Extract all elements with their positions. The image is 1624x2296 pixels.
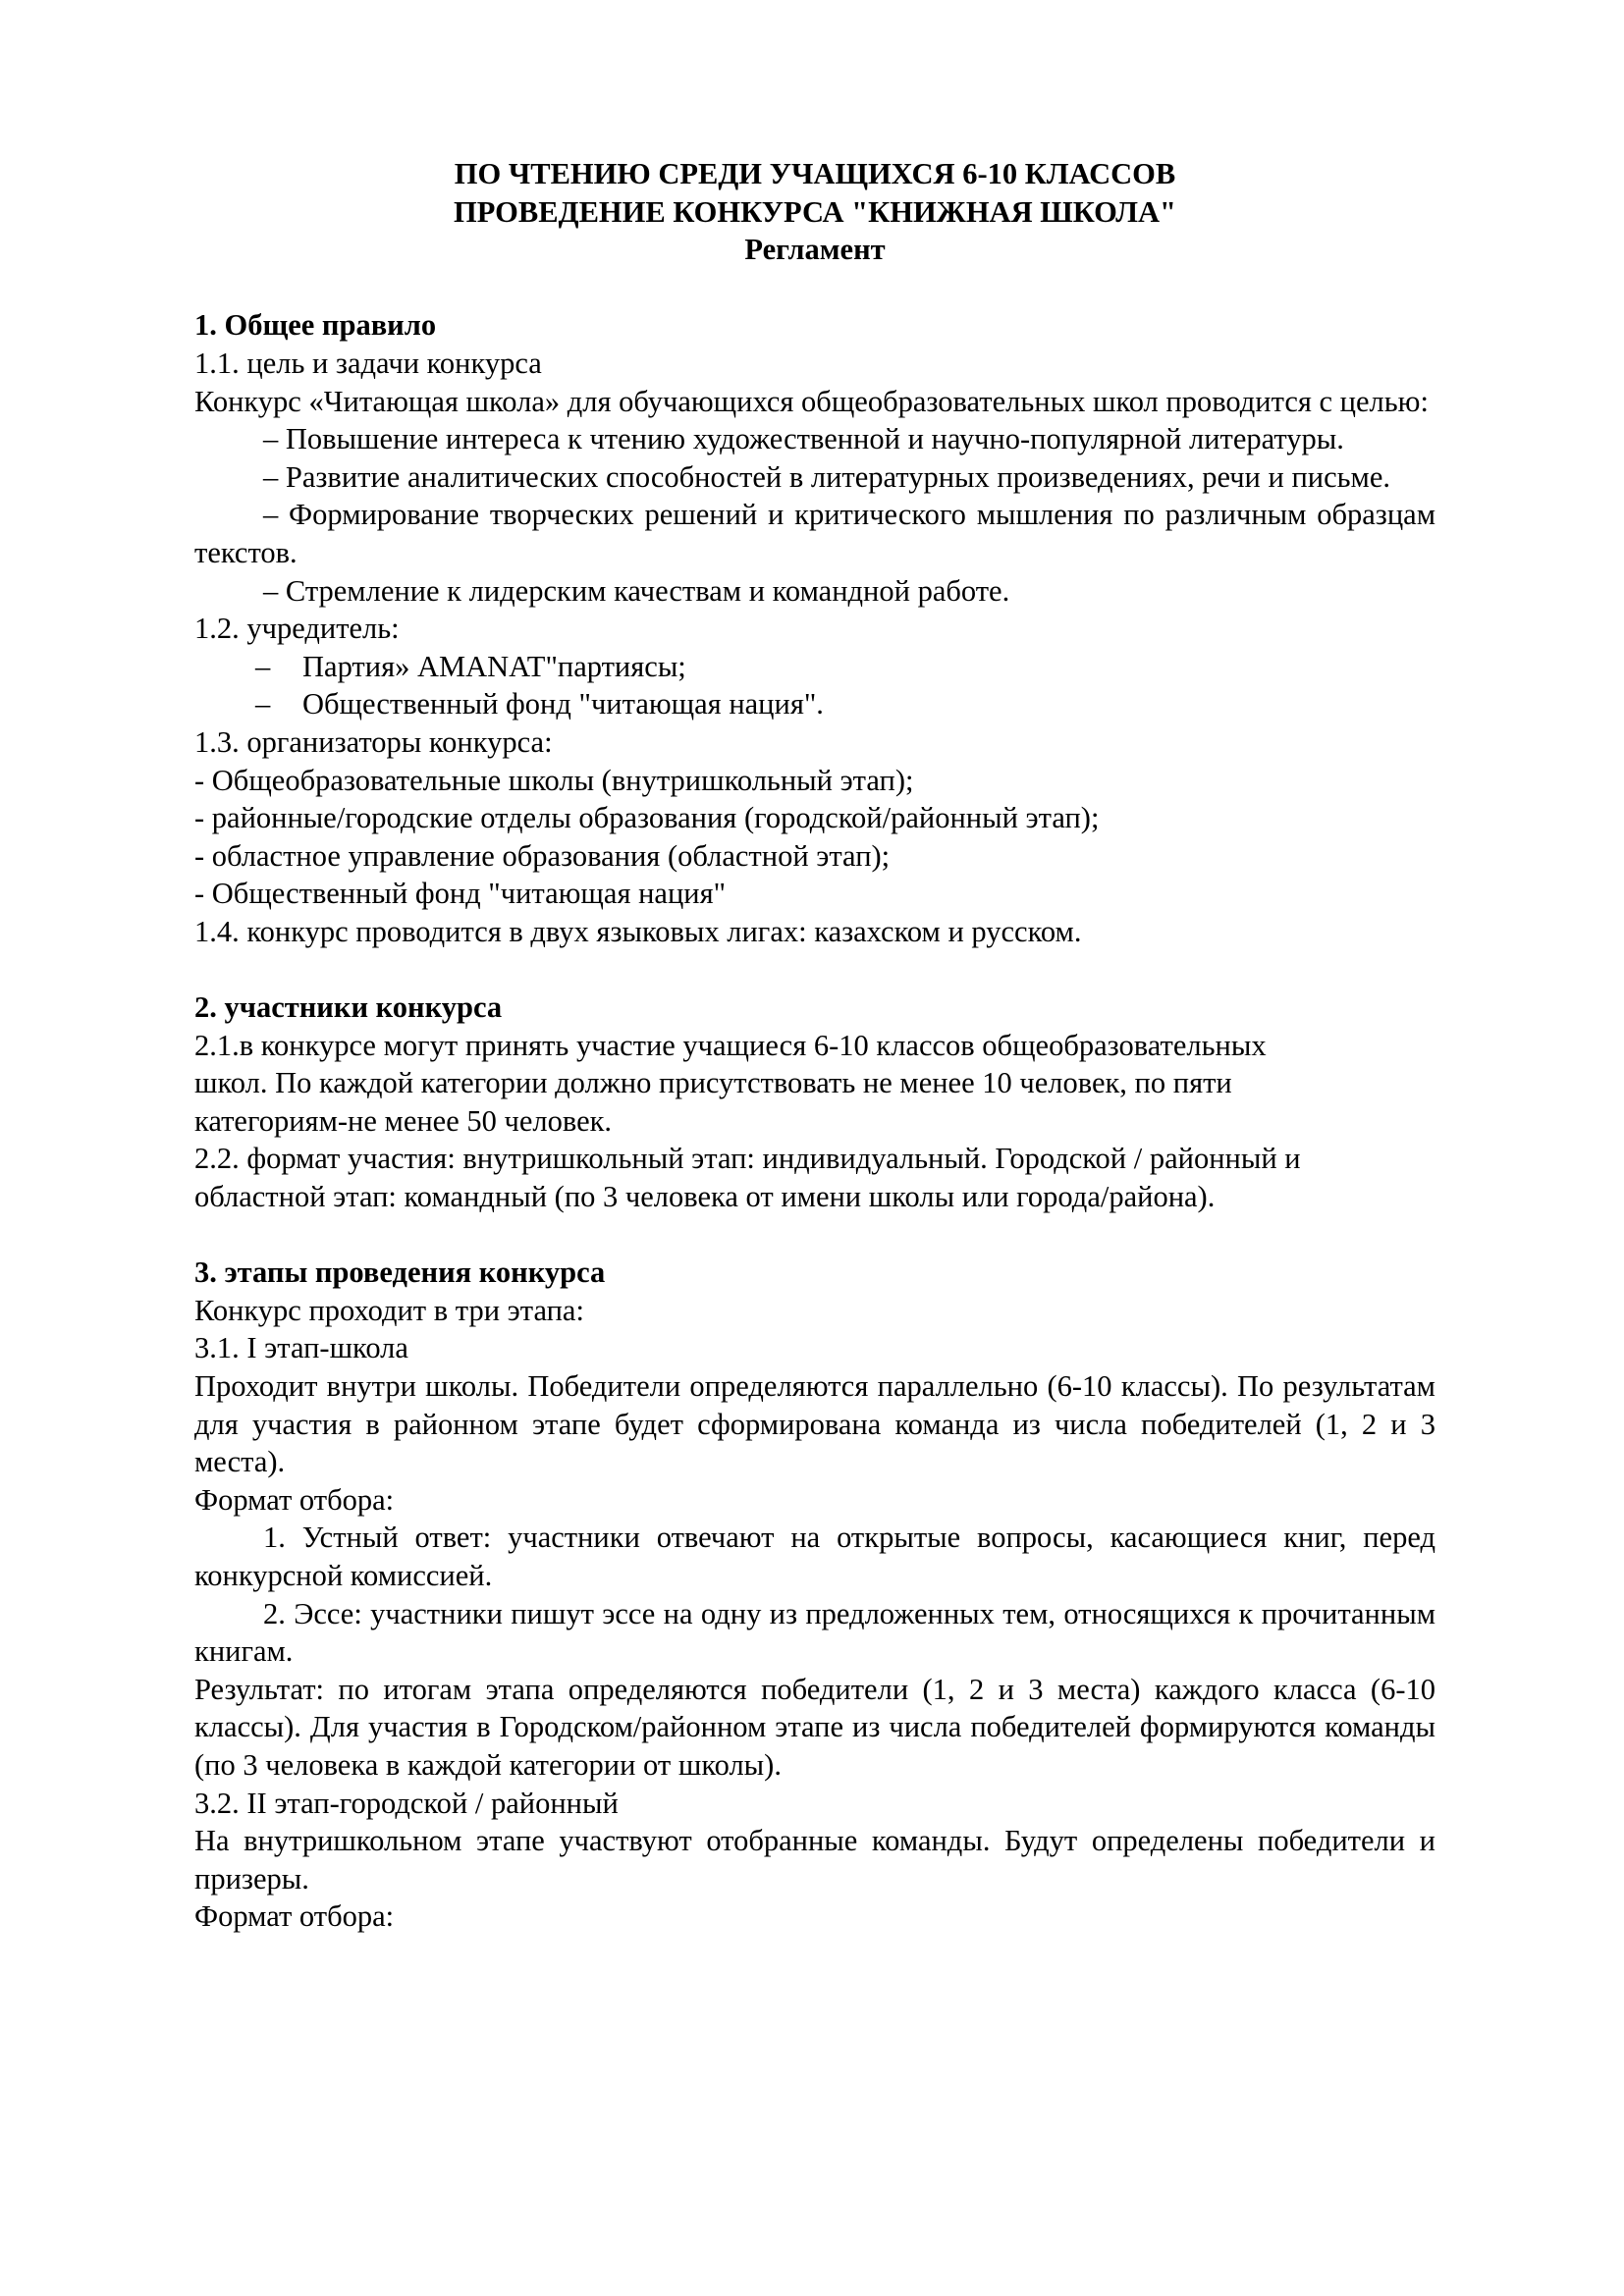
goal-item: – Развитие аналитических способностей в литературных произведениях, речи и письме. — [263, 459, 1391, 494]
founder-text: Общественный фонд "читающая нация". — [302, 687, 824, 721]
subsection-1-1: 1.1. цель и задачи конкурса — [194, 346, 542, 380]
subsection-3-2: 3.2. II этап-городской / районный — [194, 1786, 619, 1820]
paragraph-2-2-line: 2.2. формат участия: внутришкольный этап: индивидуальный. Городской / районный и — [194, 1142, 1301, 1176]
paragraph-2-1-line: школ. По каждой категории должно присутствовать не менее 10 человек, по пяти — [194, 1066, 1232, 1100]
result-paragraph: Результат: по итогам этапа определяются победители (1, 2 и 3 места) каждого класса (6-10 классы). Для участия в Городском/районном этапе из числа победителей формируются команды (по 3 человека в каждой категории от школы). — [194, 1672, 1435, 1782]
format-label: Формат отбора: — [194, 1899, 395, 1934]
subsection-1-4: 1.4. конкурс проводится в двух языковых лигах: казахском и русском. — [194, 914, 1082, 948]
format-label: Формат отбора: — [194, 1482, 395, 1517]
format-item: 2. Эссе: участники пишут эссе на одну из предложенных тем, относящихся к прочитанным книгам. — [194, 1596, 1435, 1669]
dash-bullet: – — [255, 649, 271, 683]
subsection-3-1: 3.1. I этап-школа — [194, 1331, 408, 1365]
subsection-1-2: 1.2. учредитель: — [194, 612, 400, 646]
title-block — [194, 155, 1435, 269]
paragraph-3-2: На внутришкольном этапе участвуют отобранные команды. Будут определены победители и призеры. — [194, 1824, 1435, 1896]
paragraph-intro: Конкурс проходит в три этапа: — [194, 1293, 584, 1327]
organizer-item: - районные/городские отделы образования (городской/районный этап); — [194, 801, 1100, 835]
organizer-item: - областное управление образования (областной этап); — [194, 838, 891, 873]
subsection-1-3: 1.3. организаторы конкурса: — [194, 724, 553, 759]
spacer — [194, 1216, 1435, 1255]
goal-item: – Стремление к лидерским качествам и командной работе. — [263, 573, 1010, 608]
paragraph-intro: Конкурс «Читающая школа» для обучающихся общеобразовательных школ проводится с целью: — [194, 384, 1429, 418]
founder-item — [194, 685, 1435, 723]
dash-bullet: – — [255, 687, 271, 721]
spacer — [194, 950, 1435, 988]
title-line-1: ПО ЧТЕНИЮ СРЕДИ УЧАЩИХСЯ 6-10 КЛАССОВ — [454, 157, 1176, 190]
paragraph-3-1: Проходит внутри школы. Победители определяются параллельно (6-10 классы). По результатам для участия в районном этапе будет сформирована команда из числа победителей (1, 2 и 3 места). — [194, 1369, 1435, 1479]
section-2 — [194, 988, 1435, 1216]
goal-item: – Повышение интереса к чтению художественной и научно-популярной литературы. — [263, 422, 1344, 456]
section-1 — [194, 306, 1435, 950]
goal-item: – Формирование творческих решений и критического мышления по различным образцам текстов. — [194, 498, 1435, 569]
paragraph-2-2-line: областной этап: командный (по 3 человека от имени школы или города/района). — [194, 1180, 1216, 1214]
format-item: 1. Устный ответ: участники отвечают на открытые вопросы, касающиеся книг, перед конкурсной комиссией. — [194, 1521, 1435, 1592]
organizer-item: - Общественный фонд "читающая нация" — [194, 877, 727, 911]
paragraph-2-1-line: 2.1.в конкурсе могут принять участие учащиеся 6-10 классов общеобразовательных — [194, 1028, 1267, 1062]
organizer-item: - Общеобразовательные школы (внутришкольный этап); — [194, 763, 914, 797]
section-heading: 1. Общее правило — [194, 308, 437, 343]
section-heading: 2. участники конкурса — [194, 990, 503, 1025]
title-subtitle: Регламент — [744, 233, 886, 267]
document-page — [194, 155, 1435, 1936]
section-3 — [194, 1254, 1435, 1936]
section-heading: 3. этапы проведения конкурса — [194, 1255, 606, 1290]
founder-text: Партия» AMANAT"партиясы; — [302, 649, 686, 683]
founder-item — [194, 648, 1435, 686]
paragraph-2-1-line: категориям-не менее 50 человек. — [194, 1103, 613, 1138]
title-line-2: ПРОВЕДЕНИЕ КОНКУРСА "КНИЖНАЯ ШКОЛА" — [454, 194, 1176, 229]
